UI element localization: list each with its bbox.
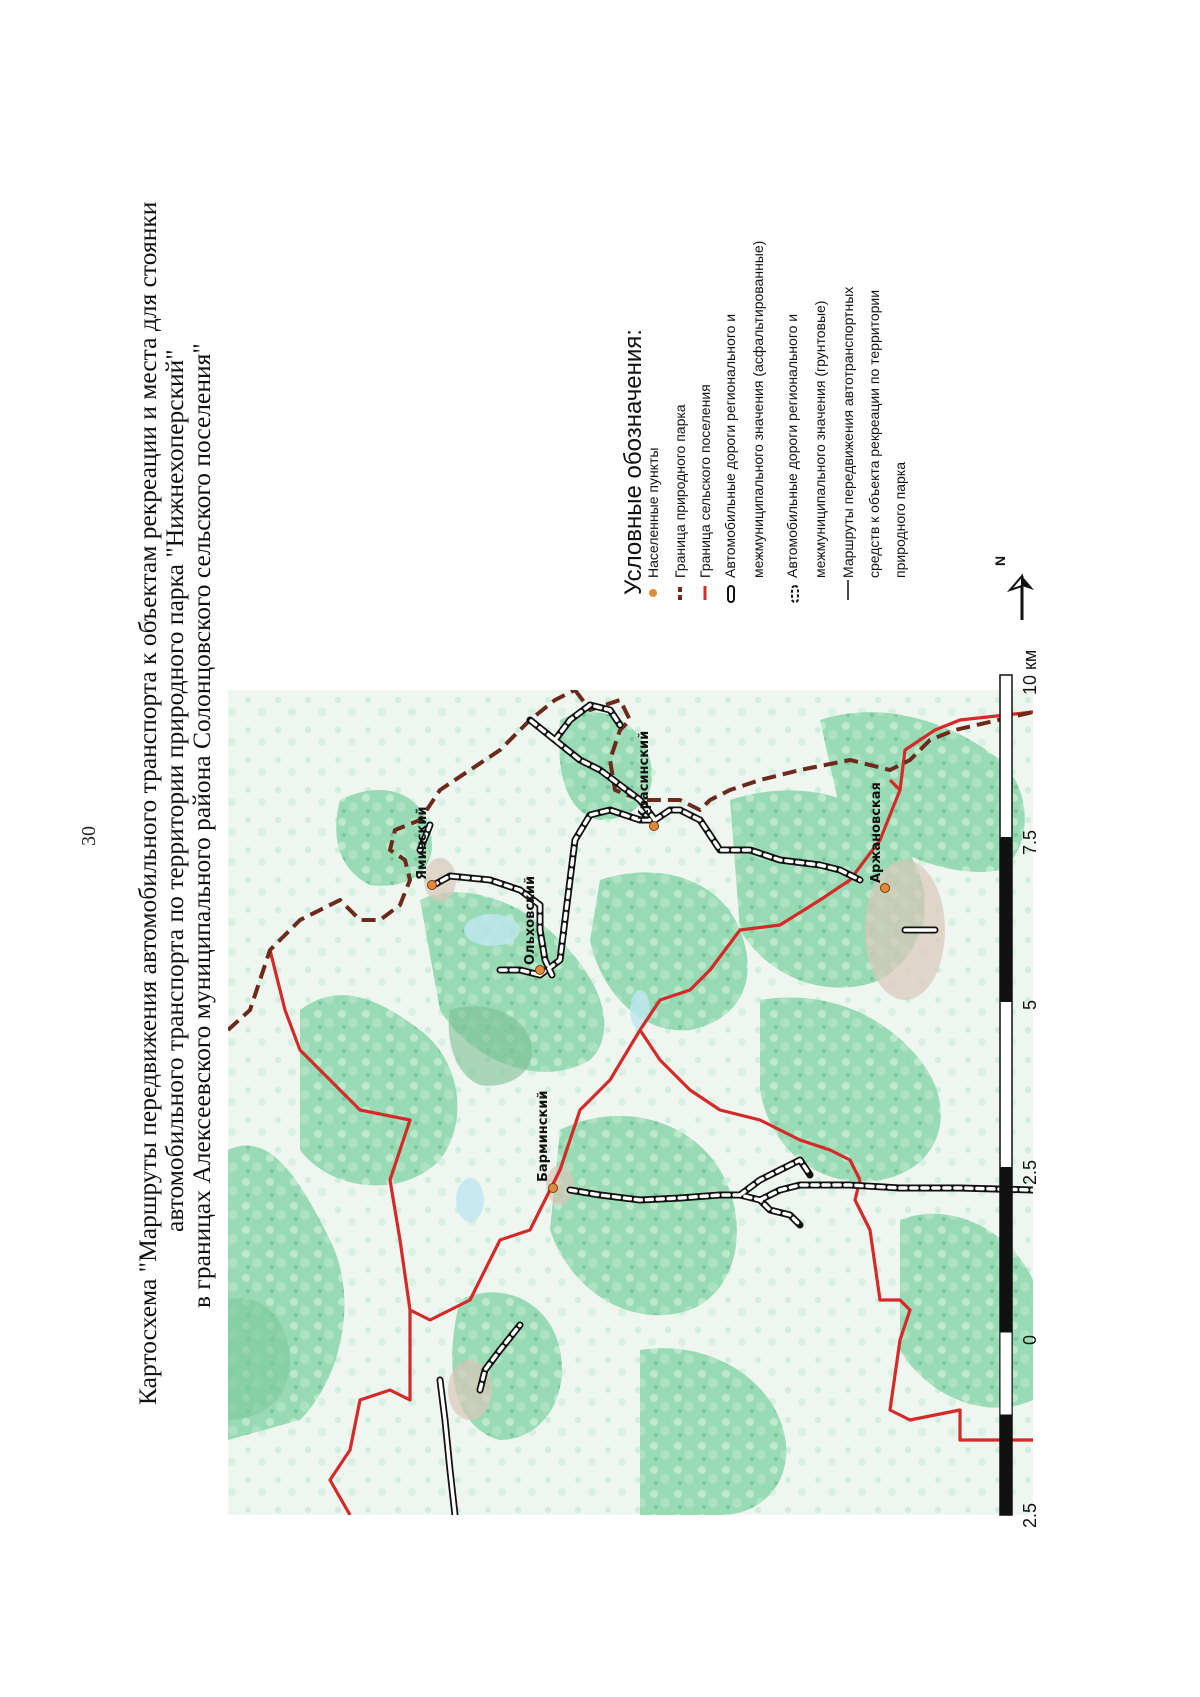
settlement-dot-arzhanovskaya — [881, 884, 890, 893]
scale-segment — [1000, 1167, 1012, 1332]
settlement-dot-krasinsky — [650, 822, 659, 831]
place-label-yaminsky: Яминский — [415, 806, 430, 880]
place-label-krasinsky: Красинский — [637, 730, 652, 820]
legend-settlement-dot — [649, 589, 657, 597]
scale-segment — [1000, 1415, 1012, 1515]
scale-label-7-5: 7.5 — [1020, 829, 1040, 855]
settlement-dot-olkhovsky — [536, 966, 545, 975]
scale-label-zero: 0 — [1020, 1334, 1040, 1345]
scale-label-2-5: 2.5 — [1020, 1159, 1040, 1185]
place-label-arzhanovskaya: Аржановская — [869, 782, 884, 883]
legend-label-rural-boundary: Граница сельского поселения — [697, 384, 713, 578]
scale-label-10km: 10 км — [1020, 649, 1040, 695]
legend-label-dirt-road: Автомобильные дороги регионального и — [784, 313, 800, 578]
legend-label-dirt-road-2: межмуниципального значения (грунтовые) — [812, 300, 828, 578]
legend-label-route-2: средств к объекта рекреации по территории — [866, 289, 882, 578]
legend-label-park-boundary: Граница природного парка — [672, 404, 688, 578]
north-arrow-icon — [1010, 576, 1034, 620]
settlement-dot-yaminsky — [428, 881, 437, 890]
title-line-1: Картосхема "Маршруты передвижения автомобильного транспорта к объектам рекреации и места для стоянки — [133, 201, 162, 1405]
title-line-2: автомобильного транспорта по территории природного парка "Нижнехоперский" — [160, 349, 189, 1232]
legend-label-route-3: природного парка — [892, 462, 908, 578]
scale-bar — [1000, 675, 1012, 1515]
page-number: 30 — [78, 826, 100, 846]
place-label-olkhovsky: Ольховский — [523, 875, 538, 965]
place-label-barminsky: Барминский — [536, 1090, 551, 1182]
legend-label-paved-road-2: межмуниципального значения (асфальтированные) — [750, 240, 766, 578]
legend-label-settlements: Населенные пункты — [645, 447, 661, 578]
north-label: N — [992, 555, 1008, 566]
legend-symbols — [649, 580, 848, 602]
legend-title: Условные обозначения: — [620, 329, 647, 595]
scale-label-5: 5 — [1020, 999, 1040, 1010]
scale-segment — [1000, 1332, 1012, 1415]
legend-paved-road — [728, 586, 734, 602]
settlement-dot-barminsky — [549, 1184, 558, 1193]
scale-segment — [1000, 837, 1012, 1002]
legend-dirt-road — [792, 586, 798, 602]
legend-label-paved-road: Автомобильные дороги регионального и — [722, 313, 738, 578]
scale-label-left: 2.5 — [1020, 1502, 1040, 1528]
title-line-3: в границах Алексеевского муниципального района Солонцовского сельского поселения" — [187, 343, 216, 1308]
legend-label-route: Маршруты передвижения автотранспортных — [840, 286, 856, 578]
